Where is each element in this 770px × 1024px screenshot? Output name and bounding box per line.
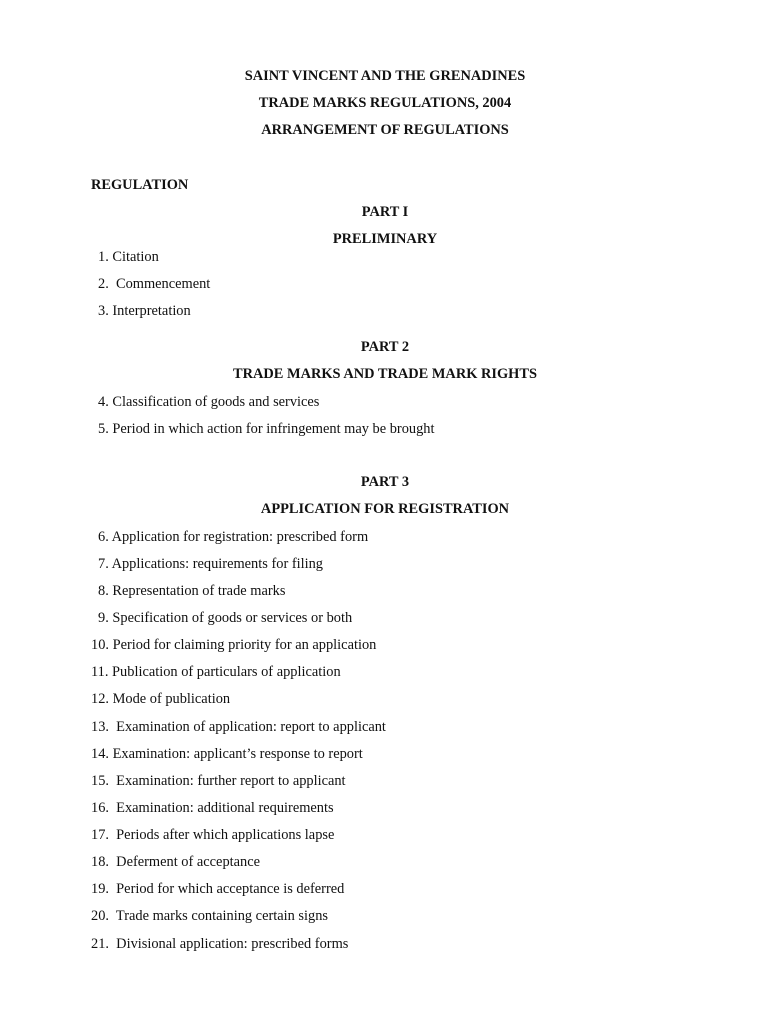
list-item: 11. Publication of particulars of application <box>91 664 341 680</box>
list-item: 2. Commencement <box>98 276 211 292</box>
document-arrangement-heading: ARRANGEMENT OF REGULATIONS <box>261 122 509 138</box>
list-item: 18. Deferment of acceptance <box>91 854 260 870</box>
part-3-title: APPLICATION FOR REGISTRATION <box>260 501 510 517</box>
list-item: 6. Application for registration: prescribed form <box>98 529 369 545</box>
list-item: 14. Examination: applicant’s response to report <box>91 746 363 762</box>
part-2-title: TRADE MARKS AND TRADE MARK RIGHTS <box>233 366 537 382</box>
part-1-title: PRELIMINARY <box>332 231 438 247</box>
list-item: 17. Periods after which applications lapse <box>91 827 335 843</box>
list-item: 8. Representation of trade marks <box>98 583 286 599</box>
list-item: 1. Citation <box>98 249 159 265</box>
regulation-heading: REGULATION <box>91 177 189 193</box>
list-item: 12. Mode of publication <box>91 691 231 707</box>
part-1-label: PART I <box>361 204 409 220</box>
list-item: 3. Interpretation <box>98 303 191 319</box>
list-item: 9. Specification of goods or services or both <box>98 610 353 626</box>
list-item: 20. Trade marks containing certain signs <box>91 908 329 924</box>
part-2-label: PART 2 <box>360 339 410 355</box>
document-title: SAINT VINCENT AND THE GRENADINES <box>244 68 526 84</box>
list-item: 7. Applications: requirements for filing <box>98 556 324 572</box>
list-item: 19. Period for which acceptance is deferred <box>91 881 345 897</box>
part-3-label: PART 3 <box>360 474 410 490</box>
list-item: 10. Period for claiming priority for an application <box>91 637 377 653</box>
list-item: 13. Examination of application: report to applicant <box>91 719 386 735</box>
list-item: 4. Classification of goods and services <box>98 394 320 410</box>
list-item: 15. Examination: further report to applicant <box>91 773 346 789</box>
document-subtitle: TRADE MARKS REGULATIONS, 2004 <box>258 95 512 111</box>
list-item: 21. Divisional application: prescribed forms <box>91 936 349 952</box>
list-item: 16. Examination: additional requirements <box>91 800 334 816</box>
list-item: 5. Period in which action for infringement may be brought <box>98 421 435 437</box>
